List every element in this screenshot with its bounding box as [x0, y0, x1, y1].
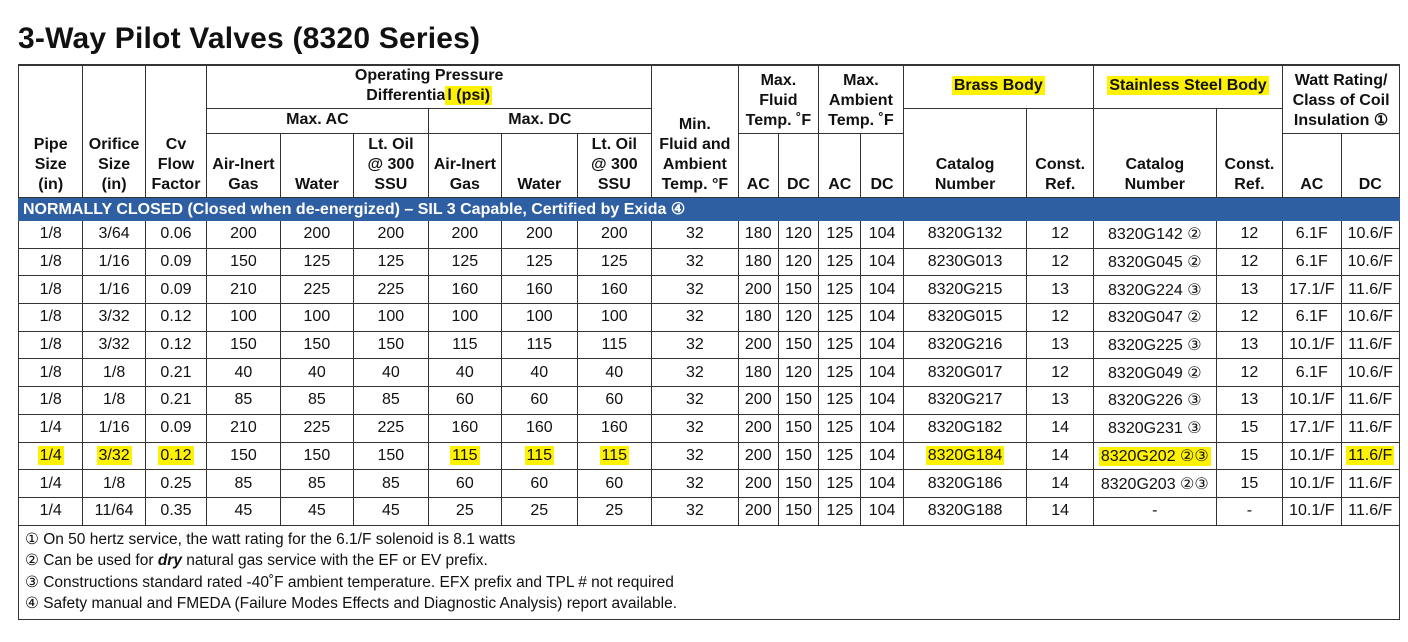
table-cell: 1/16: [83, 248, 145, 276]
table-cell: 125: [819, 276, 861, 304]
table-cell: 1/8: [83, 470, 145, 498]
table-cell: 17.1/F: [1283, 276, 1341, 304]
table-cell: 200: [738, 276, 778, 304]
table-cell: 85: [354, 470, 428, 498]
table-cell: 40: [207, 359, 280, 387]
table-cell: -: [1093, 497, 1216, 525]
table-cell: 200: [738, 442, 778, 470]
table-cell: 1/8: [83, 359, 145, 387]
table-cell: 200: [577, 221, 652, 249]
table-cell: 11.6/F: [1341, 331, 1400, 359]
table-cell: 1/4: [19, 414, 83, 442]
notes-row: [19, 525, 1400, 619]
table-cell: 125: [502, 248, 577, 276]
table-cell: 104: [861, 331, 903, 359]
table-cell: 104: [861, 304, 903, 332]
table-cell: 0.09: [145, 414, 206, 442]
header-watt-dc: DC: [1341, 134, 1400, 198]
table-cell: 6.1F: [1283, 359, 1341, 387]
table-cell: 32: [652, 497, 739, 525]
table-cell: 32: [652, 248, 739, 276]
table-cell: 60: [577, 470, 652, 498]
table-cell: 60: [428, 387, 501, 415]
table-cell: [1341, 442, 1400, 470]
table-cell: [1093, 442, 1216, 470]
table-cell: 13: [1027, 276, 1093, 304]
table-cell: 200: [738, 497, 778, 525]
table-cell: 0.09: [145, 248, 206, 276]
table-cell: 8320G217: [903, 387, 1027, 415]
table-cell: 11.6/F: [1341, 387, 1400, 415]
table-cell: 125: [819, 304, 861, 332]
table-cell: 85: [354, 387, 428, 415]
table-cell: 60: [502, 387, 577, 415]
header-dc-lt-oil: Lt. Oil @ 300 SSU: [577, 134, 652, 198]
highlighted-value: 115: [601, 446, 628, 464]
header-watt-ac: AC: [1283, 134, 1341, 198]
highlighted-value: 115: [452, 446, 478, 464]
table-cell: 14: [1027, 470, 1093, 498]
table-cell: 10.1/F: [1283, 442, 1341, 470]
table-cell: 104: [861, 276, 903, 304]
table-cell: 115: [428, 331, 501, 359]
table-cell: 200: [738, 470, 778, 498]
table-cell: 180: [738, 304, 778, 332]
table-cell: [83, 442, 145, 470]
table-cell: 8320G132: [903, 221, 1027, 249]
header-max-fluid-temp: Max. Fluid Temp. ˚F: [738, 65, 819, 134]
table-cell: 15: [1216, 414, 1282, 442]
table-cell: 32: [652, 414, 739, 442]
table-cell: 12: [1027, 221, 1093, 249]
table-cell: 160: [428, 414, 501, 442]
table-cell: 104: [861, 497, 903, 525]
header-max-ambient-temp: Max. Ambient Temp. ˚F: [819, 65, 904, 134]
table-cell: 225: [280, 414, 353, 442]
table-cell: 1/8: [19, 331, 83, 359]
table-cell: 10.6/F: [1341, 221, 1400, 249]
table-cell: 125: [819, 248, 861, 276]
table-cell: 11.6/F: [1341, 414, 1400, 442]
table-cell: 150: [280, 442, 353, 470]
table-cell: 160: [577, 414, 652, 442]
table-cell: 40: [428, 359, 501, 387]
table-cell: 10.1/F: [1283, 470, 1341, 498]
table-cell: 3/32: [83, 331, 145, 359]
table-cell: [903, 442, 1027, 470]
table-cell: 12: [1027, 304, 1093, 332]
table-cell: 32: [652, 221, 739, 249]
footnote-4: ④ Safety manual and FMEDA (Failure Modes Effects and Diagnostic Analysis) report available.: [25, 595, 677, 613]
table-cell: 150: [354, 442, 428, 470]
table-cell: 100: [354, 304, 428, 332]
table-cell: 40: [280, 359, 353, 387]
table-cell: 225: [354, 414, 428, 442]
table-cell: 6.1F: [1283, 221, 1341, 249]
table-cell: 210: [207, 276, 280, 304]
table-cell: 100: [577, 304, 652, 332]
header-ac-lt-oil: Lt. Oil @ 300 SSU: [354, 134, 428, 198]
table-body: [19, 198, 1400, 526]
table-cell: 32: [652, 331, 739, 359]
table-cell: 150: [778, 497, 818, 525]
header-cv-flow-factor: Cv Flow Factor: [145, 65, 206, 198]
table-cell: 6.1F: [1283, 304, 1341, 332]
table-cell: 0.06: [145, 221, 206, 249]
table-cell: 11.6/F: [1341, 276, 1400, 304]
table-row: [19, 248, 1400, 276]
table-cell: 40: [502, 359, 577, 387]
table-cell: 10.1/F: [1283, 497, 1341, 525]
highlighted-value: 3/32: [98, 446, 130, 464]
table-cell: 32: [652, 276, 739, 304]
highlighted-value: 11.6/F: [1348, 446, 1393, 464]
table-cell: 125: [819, 221, 861, 249]
table-cell: 125: [354, 248, 428, 276]
table-cell: 200: [207, 221, 280, 249]
table-cell: 11.6/F: [1341, 470, 1400, 498]
table-cell: 160: [502, 276, 577, 304]
table-cell: 12: [1216, 221, 1282, 249]
table-cell: 200: [738, 331, 778, 359]
table-cell: 1/16: [83, 276, 145, 304]
table-cell: 100: [280, 304, 353, 332]
table-cell: 150: [280, 331, 353, 359]
table-cell: 25: [502, 497, 577, 525]
header-ss-const: Const. Ref.: [1216, 109, 1282, 198]
table-cell: 8320G215: [903, 276, 1027, 304]
header-ambient-temp-dc: DC: [861, 134, 903, 198]
header-watt-rating: Watt Rating/ Class of Coil Insulation ①: [1283, 65, 1400, 134]
table-cell: 85: [280, 387, 353, 415]
table-cell: 1/8: [19, 276, 83, 304]
table-cell: 160: [428, 276, 501, 304]
table-row: [19, 304, 1400, 332]
table-cell: 150: [778, 387, 818, 415]
footnote-2: ② Can be used for dry natural gas service with the EF or EV prefix.: [25, 552, 488, 570]
header-ss-catalog: Catalog Number: [1093, 109, 1216, 198]
table-cell: 1/16: [83, 414, 145, 442]
table-cell: 180: [738, 248, 778, 276]
table-cell: 0.21: [145, 387, 206, 415]
table-cell: 125: [819, 470, 861, 498]
table-cell: 3/32: [83, 304, 145, 332]
table-cell: [502, 442, 577, 470]
table-cell: 200: [502, 221, 577, 249]
table-row: [19, 387, 1400, 415]
table-cell: 100: [207, 304, 280, 332]
table-cell: 25: [577, 497, 652, 525]
table-cell: 12: [1216, 359, 1282, 387]
table-cell: 8320G224 ③: [1093, 276, 1216, 304]
table-cell: 115: [577, 331, 652, 359]
table-cell: 0.25: [145, 470, 206, 498]
header-operating-pressure: Operating Pressure Differentia l (psi): [207, 65, 652, 109]
table-cell: 150: [778, 276, 818, 304]
footnote-3: ③ Constructions standard rated -40˚F ambient temperature. EFX prefix and TPL # not required: [25, 573, 674, 591]
header-max-dc: Max. DC: [428, 109, 651, 134]
table-cell: 125: [819, 442, 861, 470]
table-cell: 8320G226 ③: [1093, 387, 1216, 415]
table-cell: [19, 442, 83, 470]
table-cell: 8320G182: [903, 414, 1027, 442]
table-cell: 160: [502, 414, 577, 442]
header-fluid-temp-ac: AC: [738, 134, 778, 198]
table-cell: 200: [428, 221, 501, 249]
table-cell: 14: [1027, 442, 1093, 470]
header-min-temp: Min. Fluid and Ambient Temp. °F: [652, 65, 739, 198]
table-cell: 100: [502, 304, 577, 332]
table-cell: 180: [738, 221, 778, 249]
table-cell: 1/8: [19, 359, 83, 387]
table-cell: 150: [207, 248, 280, 276]
table-cell: 8320G047 ②: [1093, 304, 1216, 332]
table-cell: 13: [1027, 387, 1093, 415]
table-row: [19, 470, 1400, 498]
table-cell: 115: [502, 331, 577, 359]
table-cell: 10.6/F: [1341, 304, 1400, 332]
table-cell: 150: [778, 331, 818, 359]
header-pipe-size: Pipe Size (in): [19, 65, 83, 198]
header-max-ac: Max. AC: [207, 109, 428, 134]
table-cell: 104: [861, 470, 903, 498]
table-cell: 8320G186: [903, 470, 1027, 498]
table-cell: [428, 442, 501, 470]
table-cell: 0.21: [145, 359, 206, 387]
table-cell: 8320G225 ③: [1093, 331, 1216, 359]
footnote-1: ① On 50 hertz service, the watt rating for the 6.1/F solenoid is 8.1 watts: [25, 530, 516, 548]
table-row: [19, 442, 1400, 470]
header-ac-water: Water: [280, 134, 353, 198]
table-cell: 45: [280, 497, 353, 525]
table-cell: 45: [207, 497, 280, 525]
table-cell: 13: [1216, 331, 1282, 359]
table-cell: 25: [428, 497, 501, 525]
table-cell: 15: [1216, 470, 1282, 498]
highlighted-value: 1/4: [39, 446, 62, 464]
table-cell: 1/8: [83, 387, 145, 415]
table-cell: 8320G216: [903, 331, 1027, 359]
highlighted-value: 115: [526, 446, 553, 464]
table-row: [19, 276, 1400, 304]
table-cell: 1/4: [19, 497, 83, 525]
highlighted-value: 0.12: [160, 446, 192, 464]
table-cell: 8320G188: [903, 497, 1027, 525]
page-title: 3-Way Pilot Valves (8320 Series): [18, 22, 481, 55]
table-cell: 210: [207, 414, 280, 442]
header-dc-water: Water: [502, 134, 577, 198]
table-cell: 225: [280, 276, 353, 304]
table-cell: 104: [861, 442, 903, 470]
table-cell: 104: [861, 248, 903, 276]
table-cell: 11/64: [83, 497, 145, 525]
table-cell: [145, 442, 206, 470]
table-cell: 32: [652, 304, 739, 332]
table-cell: 11.6/F: [1341, 497, 1400, 525]
footnotes: [19, 525, 1400, 619]
table-cell: 125: [819, 331, 861, 359]
table-cell: 0.12: [145, 304, 206, 332]
header-stainless-steel-body: Stainless Steel Body: [1093, 65, 1282, 109]
table-cell: 60: [502, 470, 577, 498]
table-cell: 32: [652, 442, 739, 470]
table-cell: 10.6/F: [1341, 359, 1400, 387]
table-cell: 32: [652, 387, 739, 415]
table-cell: 120: [778, 248, 818, 276]
table-cell: 125: [819, 387, 861, 415]
table-cell: 100: [428, 304, 501, 332]
table-cell: 120: [778, 359, 818, 387]
table-cell: 8320G015: [903, 304, 1027, 332]
table-cell: 1/4: [19, 470, 83, 498]
table-row: [19, 497, 1400, 525]
section-row: [19, 198, 1400, 221]
table-cell: 8320G049 ②: [1093, 359, 1216, 387]
table-cell: 32: [652, 470, 739, 498]
table-cell: 150: [778, 442, 818, 470]
table-cell: 8320G017: [903, 359, 1027, 387]
table-cell: 12: [1216, 304, 1282, 332]
table-cell: 13: [1027, 331, 1093, 359]
table-cell: 200: [354, 221, 428, 249]
section-label: NORMALLY CLOSED (Closed when de-energized) – SIL 3 Capable, Certified by Exida ④: [19, 198, 1400, 221]
table-cell: 10.1/F: [1283, 331, 1341, 359]
table-cell: 125: [819, 497, 861, 525]
table-cell: 0.09: [145, 276, 206, 304]
table-cell: 200: [738, 414, 778, 442]
table-cell: 6.1F: [1283, 248, 1341, 276]
table-cell: 8320G142 ②: [1093, 221, 1216, 249]
table-cell: [577, 442, 652, 470]
table-cell: 13: [1216, 387, 1282, 415]
table-cell: 8320G203 ②③: [1093, 470, 1216, 498]
table-cell: 10.1/F: [1283, 387, 1341, 415]
table-cell: 104: [861, 359, 903, 387]
table-cell: 12: [1027, 248, 1093, 276]
header-brass-catalog: Catalog Number: [903, 109, 1027, 198]
header-ambient-temp-ac: AC: [819, 134, 861, 198]
table-cell: 60: [428, 470, 501, 498]
table-cell: 225: [354, 276, 428, 304]
table-cell: 150: [207, 442, 280, 470]
table-cell: 8320G231 ③: [1093, 414, 1216, 442]
header-orifice-size: Orifice Size (in): [83, 65, 145, 198]
table-cell: 125: [280, 248, 353, 276]
table-cell: 40: [354, 359, 428, 387]
table-cell: 1/8: [19, 304, 83, 332]
table-cell: 125: [428, 248, 501, 276]
table-cell: 160: [577, 276, 652, 304]
table-cell: 8320G045 ②: [1093, 248, 1216, 276]
header-brass-const: Const. Ref.: [1027, 109, 1093, 198]
table-cell: 45: [354, 497, 428, 525]
table-cell: 14: [1027, 414, 1093, 442]
table-cell: 3/64: [83, 221, 145, 249]
table-cell: 13: [1216, 276, 1282, 304]
table-cell: 60: [577, 387, 652, 415]
highlight-psi: l (psi): [447, 87, 491, 104]
table-cell: 150: [354, 331, 428, 359]
table-row: [19, 359, 1400, 387]
table-cell: 85: [207, 387, 280, 415]
header-dc-air-inert: Air-Inert Gas: [428, 134, 501, 198]
table-cell: 14: [1027, 497, 1093, 525]
table-cell: 1/8: [19, 248, 83, 276]
table-cell: 12: [1216, 248, 1282, 276]
highlighted-value: 8320G202 ②③: [1100, 447, 1209, 465]
table-cell: 120: [778, 221, 818, 249]
valve-table-wrapper: [18, 64, 1400, 620]
table-cell: 104: [861, 414, 903, 442]
table-cell: 125: [819, 414, 861, 442]
table-row: [19, 221, 1400, 249]
table-cell: 104: [861, 221, 903, 249]
table-cell: 180: [738, 359, 778, 387]
table-cell: 15: [1216, 442, 1282, 470]
table-cell: 104: [861, 387, 903, 415]
valve-spec-table: [18, 64, 1400, 620]
header-ac-air-inert: Air-Inert Gas: [207, 134, 280, 198]
table-cell: 120: [778, 304, 818, 332]
table-row: [19, 414, 1400, 442]
table-cell: 0.35: [145, 497, 206, 525]
table-cell: 200: [738, 387, 778, 415]
table-cell: 150: [207, 331, 280, 359]
header-fluid-temp-dc: DC: [778, 134, 818, 198]
table-cell: 40: [577, 359, 652, 387]
table-cell: 8230G013: [903, 248, 1027, 276]
table-cell: 0.12: [145, 331, 206, 359]
table-cell: 1/8: [19, 387, 83, 415]
table-cell: 150: [778, 470, 818, 498]
table-cell: 17.1/F: [1283, 414, 1341, 442]
table-cell: 200: [280, 221, 353, 249]
table-cell: 12: [1027, 359, 1093, 387]
header-brass-body: Brass Body: [903, 65, 1093, 109]
table-cell: 1/8: [19, 221, 83, 249]
table-cell: -: [1216, 497, 1282, 525]
highlighted-value: 8320G184: [927, 446, 1003, 464]
table-cell: 85: [207, 470, 280, 498]
table-cell: 150: [778, 414, 818, 442]
table-cell: 125: [577, 248, 652, 276]
table-cell: 10.6/F: [1341, 248, 1400, 276]
table-cell: 125: [819, 359, 861, 387]
table-cell: 32: [652, 359, 739, 387]
table-cell: 85: [280, 470, 353, 498]
table-row: [19, 331, 1400, 359]
